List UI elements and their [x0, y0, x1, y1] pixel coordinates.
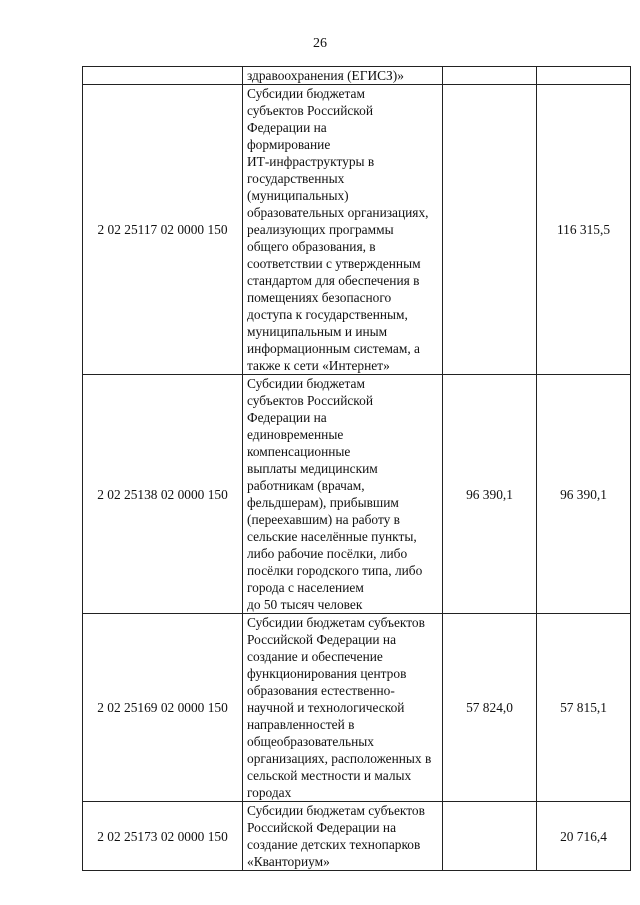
description-line: помещениях безопасного — [247, 290, 392, 305]
description-line: выплаты медицинским — [247, 461, 378, 476]
amount-cell-1 — [443, 85, 537, 375]
amount-cell-2: 96 390,1 — [537, 375, 631, 614]
description-line: субъектов Российской — [247, 393, 373, 408]
description-line: фельдшерам), прибывшим — [247, 495, 399, 510]
description-line: городах — [247, 785, 292, 800]
description-line: здравоохранения (ЕГИСЗ)» — [247, 68, 404, 83]
amount-cell-2: 57 815,1 — [537, 614, 631, 802]
description-line: компенсационные — [247, 444, 351, 459]
budget-code-cell — [83, 67, 243, 85]
description-line: Российской Федерации на — [247, 820, 397, 835]
budget-code-cell: 2 02 25117 02 0000 150 — [83, 85, 243, 375]
description-line: научной и технологической — [247, 700, 405, 715]
description-line: формирование — [247, 137, 331, 152]
amount-cell-1 — [443, 67, 537, 85]
amount-cell-2: 20 716,4 — [537, 802, 631, 871]
description-line: создание детских технопарков — [247, 837, 421, 852]
description-line: Субсидии бюджетам субъектов — [247, 803, 425, 818]
description-line: Субсидии бюджетам субъектов — [247, 615, 425, 630]
description-line: Российской Федерации на — [247, 632, 397, 647]
table-body — [83, 67, 631, 871]
description-line: субъектов Российской — [247, 103, 373, 118]
table-row — [83, 614, 631, 802]
page-number: 26 — [313, 36, 327, 51]
amount-cell-1: 96 390,1 — [443, 375, 537, 614]
description-line: города с населением — [247, 580, 364, 595]
amount-cell-2 — [537, 67, 631, 85]
budget-code-cell: 2 02 25173 02 0000 150 — [83, 802, 243, 871]
description-line: общеобразовательных — [247, 734, 375, 749]
description-line: функционирования центров — [247, 666, 407, 681]
subsidy-description-cell — [243, 802, 443, 871]
description-line: единовременные — [247, 427, 344, 442]
description-line: информационным системам, а — [247, 341, 420, 356]
description-line: либо рабочие посёлки, либо — [247, 546, 408, 561]
description-line: сельской местности и малых — [247, 768, 412, 783]
description-line: организациях, расположенных в — [247, 751, 432, 766]
description-line: муниципальным и иным — [247, 324, 388, 339]
subsidy-description-cell — [243, 614, 443, 802]
description-line: соответствии с утвержденным — [247, 256, 421, 271]
description-line: создание и обеспечение — [247, 649, 383, 664]
description-line: (муниципальных) — [247, 188, 349, 203]
budget-code-cell: 2 02 25138 02 0000 150 — [83, 375, 243, 614]
description-line: Субсидии бюджетам — [247, 376, 365, 391]
description-line: государственных — [247, 171, 345, 186]
subsidy-description-cell — [243, 85, 443, 375]
table-row — [83, 802, 631, 871]
amount-cell-1: 57 824,0 — [443, 614, 537, 802]
description-line: общего образования, в — [247, 239, 376, 254]
table-row — [83, 67, 631, 85]
subsidy-description-cell — [243, 375, 443, 614]
description-line: доступа к государственным, — [247, 307, 408, 322]
description-line: Федерации на — [247, 120, 327, 135]
description-line: реализующих программы — [247, 222, 394, 237]
description-line: также к сети «Интернет» — [247, 358, 390, 373]
description-line: посёлки городского типа, либо — [247, 563, 423, 578]
description-line: образовательных организациях, — [247, 205, 429, 220]
amount-cell-1 — [443, 802, 537, 871]
budget-table — [82, 66, 631, 871]
description-line: стандартом для обеспечения в — [247, 273, 420, 288]
description-line: до 50 тысяч человек — [247, 597, 363, 612]
description-line: ИТ-инфраструктуры в — [247, 154, 375, 169]
description-line: Субсидии бюджетам — [247, 86, 365, 101]
budget-code-cell: 2 02 25169 02 0000 150 — [83, 614, 243, 802]
description-line: Федерации на — [247, 410, 327, 425]
description-line: (переехавшим) на работу в — [247, 512, 400, 527]
subsidy-description-cell — [243, 67, 443, 85]
description-line: образования естественно- — [247, 683, 395, 698]
description-line: сельские населённые пункты, — [247, 529, 417, 544]
description-line: «Кванториум» — [247, 854, 330, 869]
description-line: направленностей в — [247, 717, 355, 732]
description-line: работникам (врачам, — [247, 478, 365, 493]
amount-cell-2: 116 315,5 — [537, 85, 631, 375]
table-row — [83, 375, 631, 614]
table-row — [83, 85, 631, 375]
